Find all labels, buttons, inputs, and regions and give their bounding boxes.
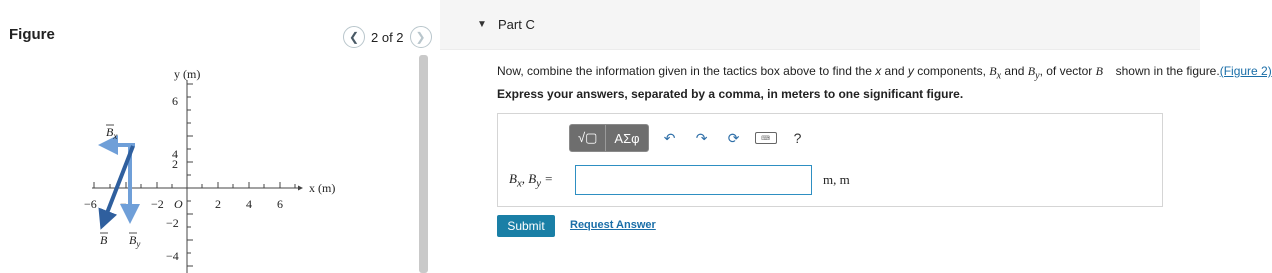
x-tick-label: −6 (84, 197, 97, 211)
prev-figure-button[interactable] (343, 26, 365, 48)
figure-title: Figure (9, 26, 55, 43)
x-tick-label: 4 (246, 197, 252, 211)
answer-variable-label: $B_x$, $B_y$ = (509, 171, 554, 190)
part-header[interactable] (440, 0, 1200, 50)
y-axis-label: y (m) (174, 67, 201, 81)
part-title: Part C (498, 17, 535, 32)
request-answer-link[interactable]: Request Answer (570, 219, 656, 231)
origin-label: O (174, 197, 183, 211)
b-label: B (100, 233, 108, 247)
figure-pager (343, 26, 432, 48)
figure-panel (0, 0, 440, 273)
reset-icon[interactable]: ⟳ (727, 129, 740, 146)
math-toolbar (569, 124, 809, 152)
x-axis-ticks (94, 182, 295, 188)
bx-label: $B_x$ (106, 125, 118, 141)
pager-text: 2 of 2 (371, 29, 404, 45)
x-axis-label: x (m) (309, 181, 336, 195)
y-tick-label: 4 (172, 147, 178, 161)
answer-area (497, 113, 1163, 207)
unit-label: m, m (823, 172, 850, 187)
redo-icon[interactable]: ↷ (695, 129, 708, 146)
submit-button[interactable]: Submit (497, 215, 555, 237)
templates-button[interactable]: √▢ (578, 130, 598, 145)
figure-2-link[interactable]: (Figure 2) (1219, 64, 1272, 78)
vector-figure (80, 62, 360, 273)
collapse-caret-icon[interactable]: ▼ (477, 19, 487, 30)
y-tick-label: 2 (172, 157, 178, 171)
help-button[interactable]: ? (793, 130, 802, 146)
symbols-button[interactable]: ΑΣφ (605, 125, 647, 151)
keyboard-icon[interactable]: ⌨ (755, 127, 777, 149)
y-tick-label: 6 (172, 94, 178, 108)
y-tick-label: −2 (166, 216, 179, 230)
y-tick-label: −4 (166, 249, 179, 263)
figure-scrollbar[interactable] (419, 55, 428, 273)
question-panel (440, 0, 1272, 273)
x-tick-label: −2 (151, 197, 164, 211)
answer-input[interactable] (575, 165, 812, 195)
y-axis-ticks (187, 84, 193, 266)
x-tick-label: 6 (277, 197, 283, 211)
chevron-left-icon: ❮ (348, 30, 360, 44)
chevron-right-icon: ❯ (415, 30, 426, 44)
question-text: Now, combine the information given in the tactics box above to find the x and y components, $B_x$ and $B_y$, of vector B⃗ shown in the figure.(Figure 2) (497, 64, 1272, 82)
template-group (569, 124, 649, 152)
x-tick-label: −4 (120, 197, 133, 211)
x-tick-label: 2 (215, 197, 221, 211)
by-label: $B_y$ (129, 233, 141, 249)
instructions-text: Express your answers, separated by a comma, in meters to one significant figure. (497, 87, 964, 101)
undo-icon[interactable]: ↶ (663, 129, 676, 146)
next-figure-button[interactable] (410, 26, 432, 48)
